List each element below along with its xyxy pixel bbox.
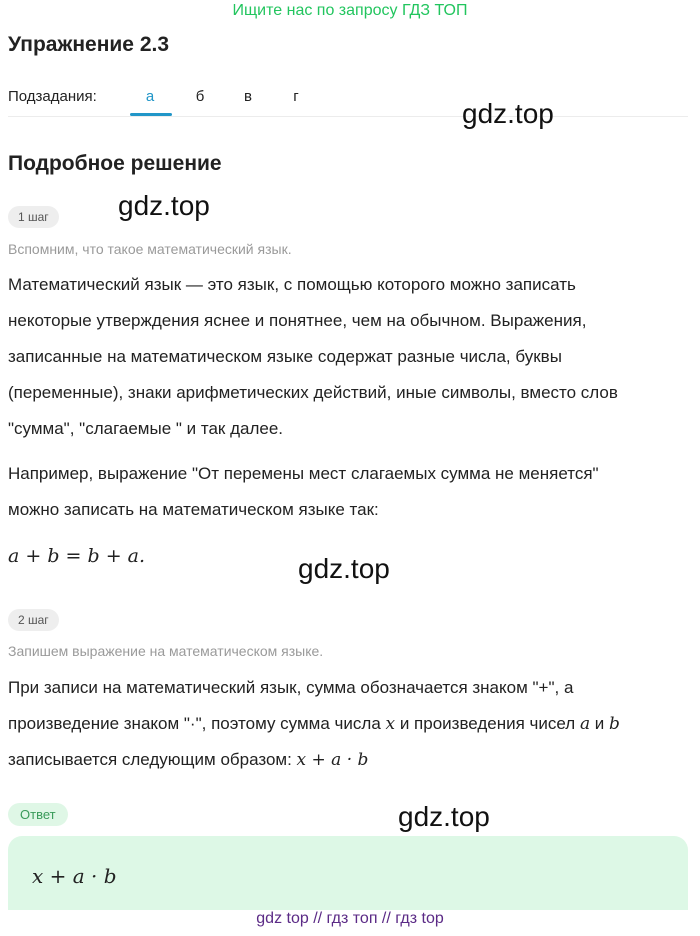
promo-banner[interactable]: Ищите нас по запросу ГДЗ ТОП <box>232 2 468 19</box>
math-var-x: x <box>385 714 396 734</box>
answer-badge: Ответ <box>8 803 68 826</box>
step-1-badge: 1 шаг <box>8 206 59 228</box>
answer-formula: x + a · b <box>32 864 117 888</box>
step-1-paragraph-2 <box>8 456 688 528</box>
step-1-formula: a + b = b + a. <box>8 545 146 567</box>
step-2-hint: Запишем выражение на математическом языке. <box>8 643 324 659</box>
math-var-a: a <box>579 714 591 734</box>
step-1-hint: Вспомним, что такое математический язык. <box>8 241 292 257</box>
paragraph-line: некоторые утверждения яснее и понятнее, чем на обычном. Выражения, <box>8 311 587 330</box>
paragraph-line: Математический язык — это язык, с помощью которого можно записать <box>8 275 576 294</box>
watermark: gdz.top <box>118 190 210 221</box>
watermark: gdz.top <box>462 98 554 129</box>
paragraph-line <box>8 742 688 778</box>
paragraph-line: "сумма", "слагаемые " и так далее. <box>8 419 283 438</box>
paragraph-line: При записи на математический язык, сумма обозначается знаком "+", а <box>8 678 574 697</box>
paragraph-line: записанные на математическом языке содержат разные числа, буквы <box>8 347 562 366</box>
answer-box <box>8 836 688 910</box>
tab-g[interactable]: г <box>293 88 299 105</box>
subtasks-label: Подзадания: <box>8 88 97 105</box>
watermark: gdz.top <box>298 553 390 584</box>
watermark: gdz.top <box>398 801 490 832</box>
paragraph-line: (переменные), знаки арифметических действий, иные символы, вместо слов <box>8 383 618 402</box>
text-run: произведение знаком "·", поэтому сумма числа <box>8 714 386 733</box>
paragraph-line <box>8 706 688 742</box>
text-run: записывается следующим образом: <box>8 750 297 769</box>
subtasks-bar <box>8 80 688 117</box>
footer-links[interactable]: gdz top // гдз топ // гдз top <box>256 910 444 927</box>
math-formula: x + a · b <box>296 750 369 770</box>
paragraph-line: можно записать на математическом языке так: <box>8 500 379 519</box>
text-run: и <box>590 714 610 733</box>
tab-a[interactable]: а <box>145 88 155 105</box>
paragraph-line: Например, выражение "От перемены мест слагаемых сумма не меняется" <box>8 464 599 483</box>
text-run: и произведения чисел <box>395 714 580 733</box>
step-2-badge: 2 шаг <box>8 609 59 631</box>
active-tab-indicator <box>130 113 172 116</box>
math-var-b: b <box>609 714 620 734</box>
page-title: Упражнение 2.3 <box>8 33 170 56</box>
solution-heading: Подробное решение <box>8 152 222 175</box>
step-1-paragraph-1 <box>8 267 688 447</box>
tab-v[interactable]: в <box>244 88 252 105</box>
step-2-paragraph <box>8 670 688 778</box>
tab-b[interactable]: б <box>195 88 205 105</box>
